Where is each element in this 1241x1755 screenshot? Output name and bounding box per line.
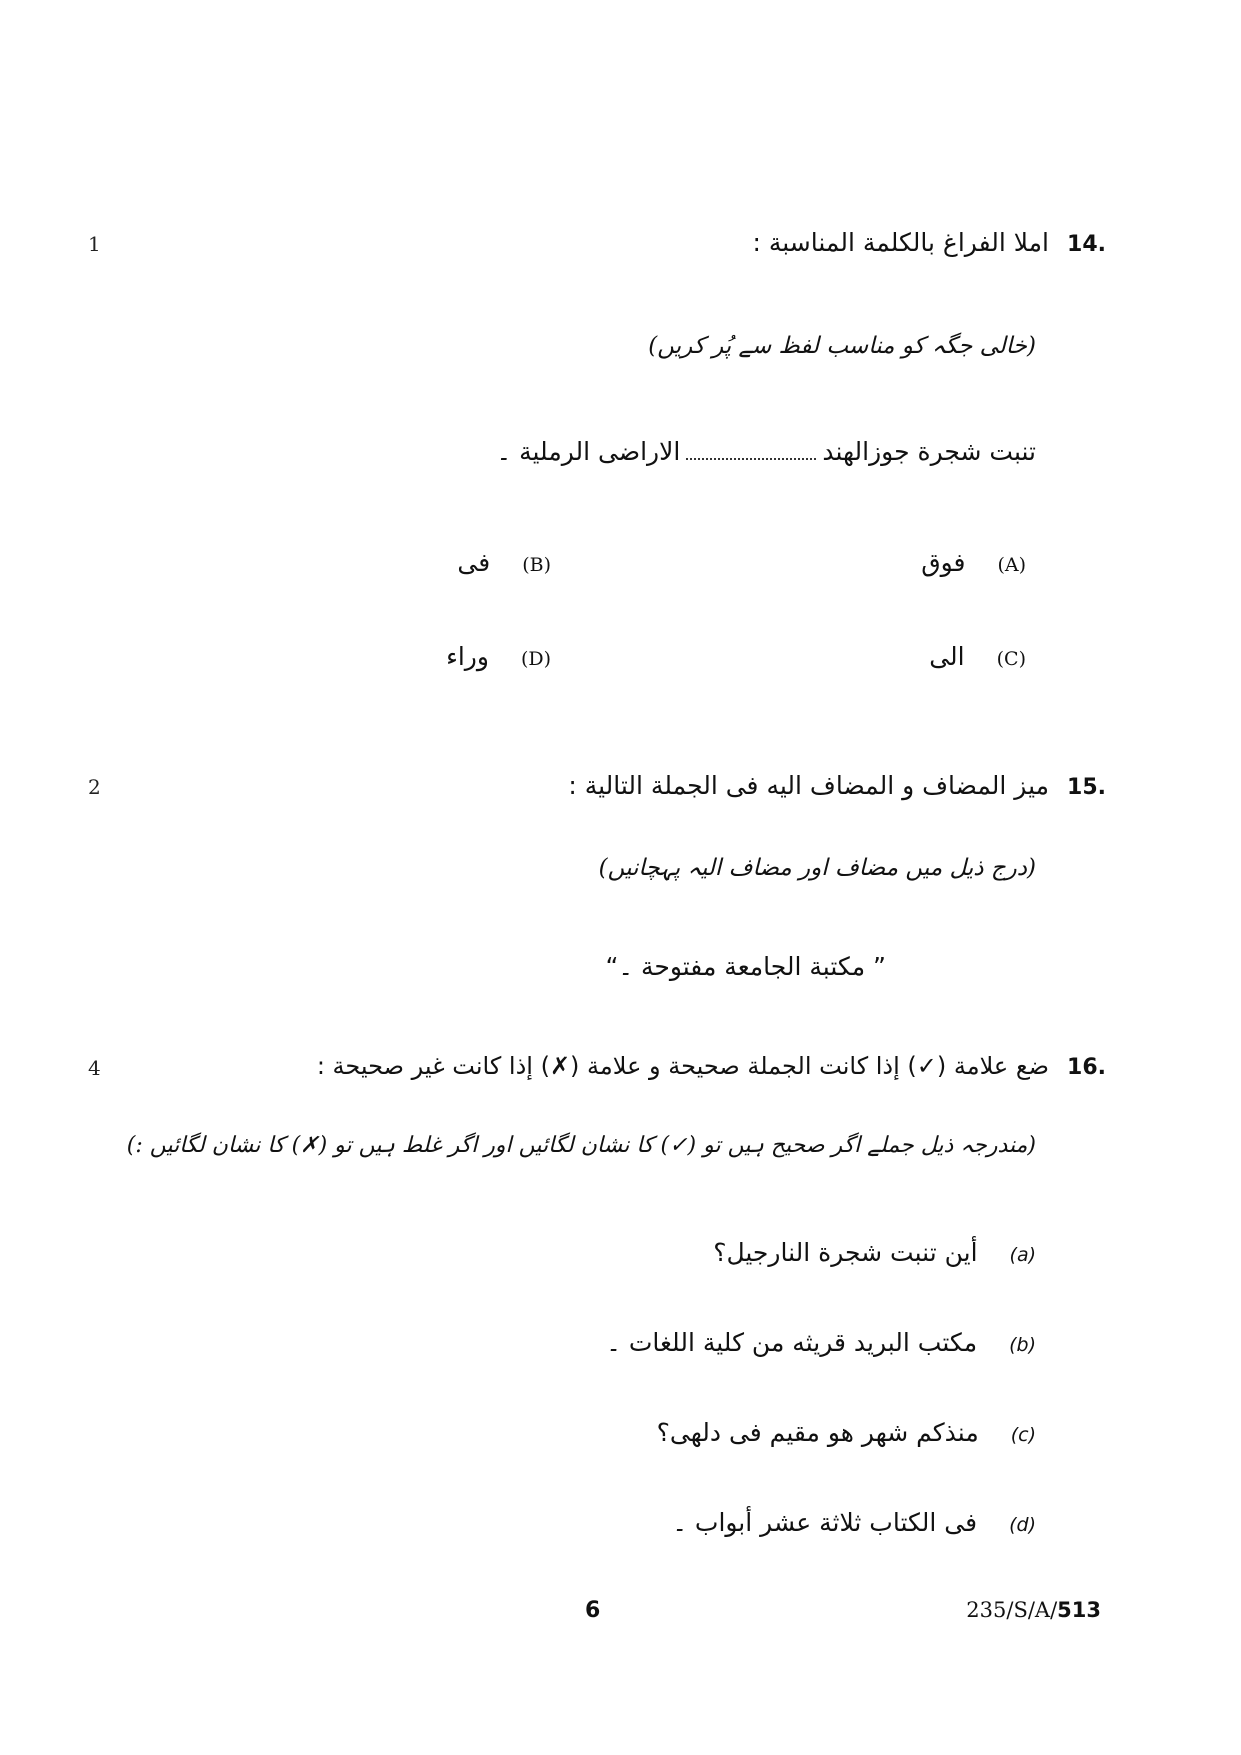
page-number: 6 xyxy=(585,1598,601,1623)
q16-item-d-text: فى الكتاب ثلاثة عشر أبواب ۔ xyxy=(672,1508,978,1537)
q15-number: 15. xyxy=(1067,775,1106,800)
q16-item-b-text: مكتب البريد قريثه من كلية اللغات ۔ xyxy=(606,1328,978,1357)
q16-item-d-label: (d) xyxy=(1009,1514,1036,1536)
q14-sentence-start: تنبت شجرة جوزالهند xyxy=(822,437,1036,466)
q14-option-c-text: الى xyxy=(929,642,965,671)
q16-item-a xyxy=(713,1238,1036,1267)
q14-option-d xyxy=(446,642,551,671)
blank-line xyxy=(686,448,816,460)
q14-instruction-ur: (خالی جگہ کو مناسب لفظ سے پُر کریں) xyxy=(648,333,1036,359)
q16-item-a-text: أين تنبت شجرة النارجيل؟ xyxy=(713,1238,978,1267)
q16-instruction-ar: ضع علامة (✓) إذا كانت الجملة صحيحة و علامة (✗) إذا كانت غير صحيحة : xyxy=(316,1052,1050,1080)
q14-instruction-ar: املا الفراغ بالكلمة المناسبة : xyxy=(752,228,1050,257)
q15-instruction-ar: ميز المضاف و المضاف اليه فى الجملة التالية : xyxy=(568,771,1050,800)
q15-marks: 2 xyxy=(88,775,101,799)
q14-option-d-text: وراء xyxy=(446,642,489,671)
q15-heading xyxy=(568,771,1106,800)
q14-number: 14. xyxy=(1067,232,1106,257)
q14-option-b xyxy=(457,548,551,577)
q16-item-a-label: (a) xyxy=(1009,1244,1036,1266)
q14-option-c xyxy=(929,642,1026,671)
q14-option-a xyxy=(921,548,1026,577)
q16-item-c-text: منذكم شهر هو مقيم فى دلهى؟ xyxy=(656,1418,979,1447)
q14-marks: 1 xyxy=(88,232,101,256)
q14-option-a-text: فوق xyxy=(921,548,966,577)
q14-heading xyxy=(752,228,1106,257)
q16-item-c xyxy=(657,1418,1036,1447)
q14-option-d-label: (D) xyxy=(520,648,551,670)
q16-number: 16. xyxy=(1067,1055,1106,1080)
q16-item-b-label: (b) xyxy=(1009,1334,1036,1356)
q14-sentence xyxy=(497,437,1036,466)
paper-code xyxy=(966,1598,1101,1622)
q16-item-c-label: (c) xyxy=(1010,1424,1036,1446)
q16-item-d xyxy=(672,1508,1036,1537)
q16-heading xyxy=(317,1052,1106,1080)
paper-code-prefix: 235/S/A/ xyxy=(966,1598,1058,1622)
q16-item-b xyxy=(606,1328,1036,1357)
q15-sentence: ” مكتبة الجامعة مفتوحة ۔“ xyxy=(605,952,886,981)
q14-option-a-label: (A) xyxy=(997,554,1026,576)
q14-option-b-text: فى xyxy=(457,548,491,577)
q16-instruction-ur: (مندرجہ ذیل جملے اگر صحیح ہیں تو (✓) کا نشان لگائیں اور اگر غلط ہیں تو (✗) کا نشان لگائیں :) xyxy=(126,1133,1036,1158)
q14-option-c-label: (C) xyxy=(996,648,1026,670)
q14-sentence-end: الاراضى الرملية ۔ xyxy=(496,437,681,466)
q16-marks: 4 xyxy=(88,1056,101,1080)
q15-instruction-ur: (درج ذیل میں مضاف اور مضاف الیہ پہچانیں) xyxy=(598,855,1036,881)
paper-code-bold: 513 xyxy=(1057,1598,1101,1622)
q14-option-b-label: (B) xyxy=(522,554,551,576)
